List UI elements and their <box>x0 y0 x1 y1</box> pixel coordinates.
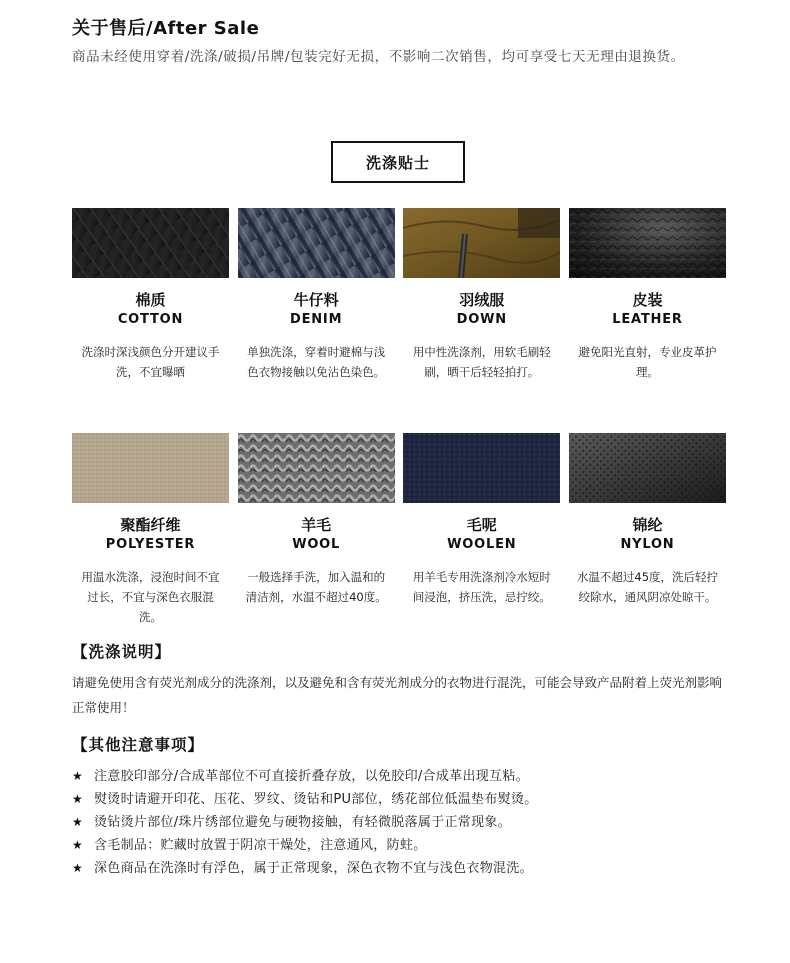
wool-swatch <box>238 433 395 503</box>
material-polyester <box>72 433 229 649</box>
material-name-cn: 毛呢 <box>466 516 497 534</box>
material-care-text: 用中性洗涤剂，用软毛刷轻刷，晒干后轻轻拍打。 <box>412 345 551 379</box>
material-grid <box>72 208 726 649</box>
material-nylon <box>569 433 726 649</box>
polyester-swatch <box>72 433 229 503</box>
material-name-en: DOWN <box>456 312 507 327</box>
list-item <box>72 834 742 857</box>
list-item <box>72 788 742 811</box>
material-leather <box>569 208 726 424</box>
star-icon: ★ <box>72 792 84 806</box>
material-wool <box>238 433 395 649</box>
material-name-en: LEATHER <box>612 312 683 327</box>
star-icon: ★ <box>72 861 84 875</box>
after-sale-text: 商品未经使用穿着/洗涤/破损/吊牌/包装完好无损，不影响二次销售，均可享受七天无理由退换货。 <box>72 49 685 65</box>
material-name-en: COTTON <box>117 312 184 327</box>
material-down <box>403 208 560 424</box>
material-name-en: WOOL <box>292 537 341 552</box>
list-item <box>72 811 742 834</box>
nylon-swatch <box>569 433 726 503</box>
material-care-text: 一般选择手洗，加入温和的清洁剂，水温不超过40度。 <box>245 570 387 604</box>
material-name-cn: 羊毛 <box>301 516 332 534</box>
wash-instructions-section <box>72 640 732 720</box>
denim-swatch <box>238 208 395 278</box>
material-care-text: 用温水洗涤，浸泡时间不宜过长，不宜与深色衣服混洗。 <box>81 570 220 624</box>
material-denim <box>238 208 395 424</box>
woolen-swatch <box>403 433 560 503</box>
note-text: 熨烫时请避开印花、压花、罗纹、烫钻和PU部位，绣花部位低温垫布熨烫。 <box>94 792 538 807</box>
cotton-swatch <box>72 208 229 278</box>
other-notes-list <box>72 765 742 880</box>
material-name-cn: 聚酯纤维 <box>120 516 181 534</box>
note-text: 注意胶印部分/合成革部位不可直接折叠存放，以免胶印/合成革出现互粘。 <box>94 769 529 784</box>
star-icon: ★ <box>72 769 84 783</box>
material-care-text: 水温不超过45度，洗后轻拧绞除水，通风阴凉处晾干。 <box>576 570 719 604</box>
material-name-cn: 羽绒服 <box>459 291 505 309</box>
wash-instructions-title: 【洗涤说明】 <box>72 643 172 661</box>
washing-tips-title: 洗涤贴士 <box>331 141 465 183</box>
material-name-cn: 棉质 <box>135 291 166 309</box>
material-care-text: 洗涤时深浅颜色分开建议手洗，不宜曝晒 <box>81 345 220 379</box>
material-name-en: WOOLEN <box>447 537 517 552</box>
material-name-cn: 皮装 <box>632 291 663 309</box>
note-text: 深色商品在洗涤时有浮色，属于正常现象，深色衣物不宜与浅色衣物混洗。 <box>94 861 533 876</box>
material-row <box>72 208 726 424</box>
material-care-text: 用羊毛专用洗涤剂冷水短时间浸泡，挤压洗，忌拧绞。 <box>412 570 551 604</box>
star-icon: ★ <box>72 815 84 829</box>
material-name-en: POLYESTER <box>105 537 196 552</box>
star-icon: ★ <box>72 838 84 852</box>
note-text: 烫钻烫片部位/珠片绣部位避免与硬物接触，有轻微脱落属于正常现象。 <box>94 815 511 830</box>
material-name-en: DENIM <box>289 312 343 327</box>
down-swatch <box>403 208 560 278</box>
material-name-en: NYLON <box>620 537 675 552</box>
material-name-cn: 锦纶 <box>632 516 663 534</box>
wash-instructions-text: 请避免使用含有荧光剂成分的洗涤剂，以及避免和含有荧光剂成分的衣物进行混洗，可能会导致产品附着上荧光剂影响正常使用！ <box>72 675 723 715</box>
material-row <box>72 433 726 649</box>
after-sale-section <box>72 14 732 68</box>
material-care-text: 单独洗涤，穿着时避棉与浅色衣物接触以免沾色染色。 <box>247 345 386 379</box>
note-text: 含毛制品：贮藏时放置于阴凉干燥处，注意通风，防蛀。 <box>94 838 427 853</box>
list-item <box>72 765 742 788</box>
material-name-cn: 牛仔料 <box>293 291 339 309</box>
after-sale-title: 关于售后/After Sale <box>72 18 260 39</box>
material-care-text: 避免阳光直射，专业皮革护理。 <box>578 345 717 379</box>
other-notes-section <box>72 733 742 880</box>
leather-swatch <box>569 208 726 278</box>
list-item <box>72 857 742 880</box>
material-woolen <box>403 433 560 649</box>
other-notes-title: 【其他注意事项】 <box>72 736 205 754</box>
material-cotton <box>72 208 229 424</box>
